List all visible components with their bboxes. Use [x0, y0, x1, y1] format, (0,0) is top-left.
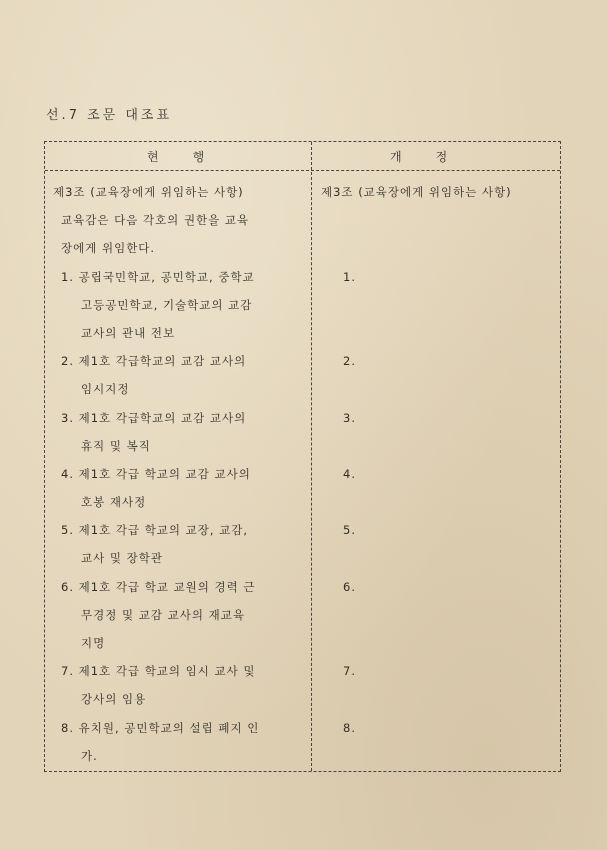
current-text-line: 교사 및 장학관 — [81, 551, 163, 566]
revised-item-number: 6. — [343, 579, 356, 594]
revised-blank-line — [321, 206, 557, 234]
current-text-line: 호봉 재사정 — [81, 495, 147, 510]
revised-item-number: 3. — [343, 410, 356, 425]
revised-blank-line — [321, 319, 557, 347]
current-text-line: 2. 제1호 각급학교의 교감 교사의 — [61, 354, 247, 369]
revised-item-number: 4. — [343, 466, 356, 481]
revised-article-title: 제3조 (교육장에게 위임하는 사항) — [321, 185, 512, 199]
revised-blank-line — [321, 629, 557, 657]
current-text-line: 4. 제1호 각급 학교의 교감 교사의 — [61, 466, 251, 481]
column-divider — [311, 142, 312, 771]
revised-blank-line — [321, 375, 557, 403]
table-header-row — [45, 142, 560, 171]
current-text-line: 7. 제1호 각급 학교의 임시 교사 및 — [61, 664, 256, 679]
revised-blank-line — [321, 742, 557, 770]
revised-item-number: 8. — [343, 720, 356, 735]
revised-blank-line — [321, 544, 557, 572]
document-heading: 선.7 조문 대조표 — [46, 108, 173, 123]
revised-blank-line — [321, 488, 557, 516]
current-text-line: 5. 제1호 각급 학교의 교장, 교감, — [61, 523, 249, 538]
current-text-line: 3. 제1호 각급학교의 교감 교사의 — [61, 410, 247, 425]
revised-item-number: 2. — [343, 354, 356, 369]
revised-item-number: 5. — [343, 523, 356, 538]
current-text-line: 교사의 관내 전보 — [81, 325, 176, 340]
current-text-line: 임시지정 — [81, 382, 130, 397]
header-current: 현행 — [147, 150, 239, 164]
current-text-line: 8. 유치원, 공민학교의 설립 폐지 인 — [61, 720, 260, 735]
revised-blank-line — [321, 291, 557, 319]
current-text-line: 6. 제1호 각급 학교 교원의 경력 근 — [61, 579, 256, 594]
revised-blank-line — [321, 685, 557, 713]
current-text-line: 지명 — [81, 636, 106, 650]
current-text-line: 1. 공립국민학교, 공민학교, 중학교 — [61, 269, 255, 284]
revised-text-column — [321, 178, 557, 770]
revised-item-number: 7. — [343, 664, 356, 679]
revised-item-number: 1. — [343, 269, 356, 284]
current-text-line: 휴직 및 복직 — [81, 438, 151, 453]
current-text-column — [53, 178, 305, 770]
current-text-line: 가. — [81, 748, 98, 763]
comparison-table — [44, 141, 561, 772]
current-text-line: 교육감은 다음 각호의 권한을 교육 — [61, 213, 250, 228]
revised-blank-line — [321, 432, 557, 460]
revised-blank-line — [321, 234, 557, 262]
current-text-line: 장에게 위임한다. — [61, 241, 156, 256]
current-text-line: 무경정 및 교감 교사의 재교육 — [81, 607, 245, 622]
current-text-line: 제3조 (교육장에게 위임하는 사항) — [53, 185, 244, 199]
current-text-line: 강사의 임용 — [81, 692, 147, 707]
current-text-line: 고등공민학교, 기술학교의 교감 — [81, 297, 253, 312]
header-revised: 개정 — [390, 150, 482, 164]
revised-blank-line — [321, 601, 557, 629]
